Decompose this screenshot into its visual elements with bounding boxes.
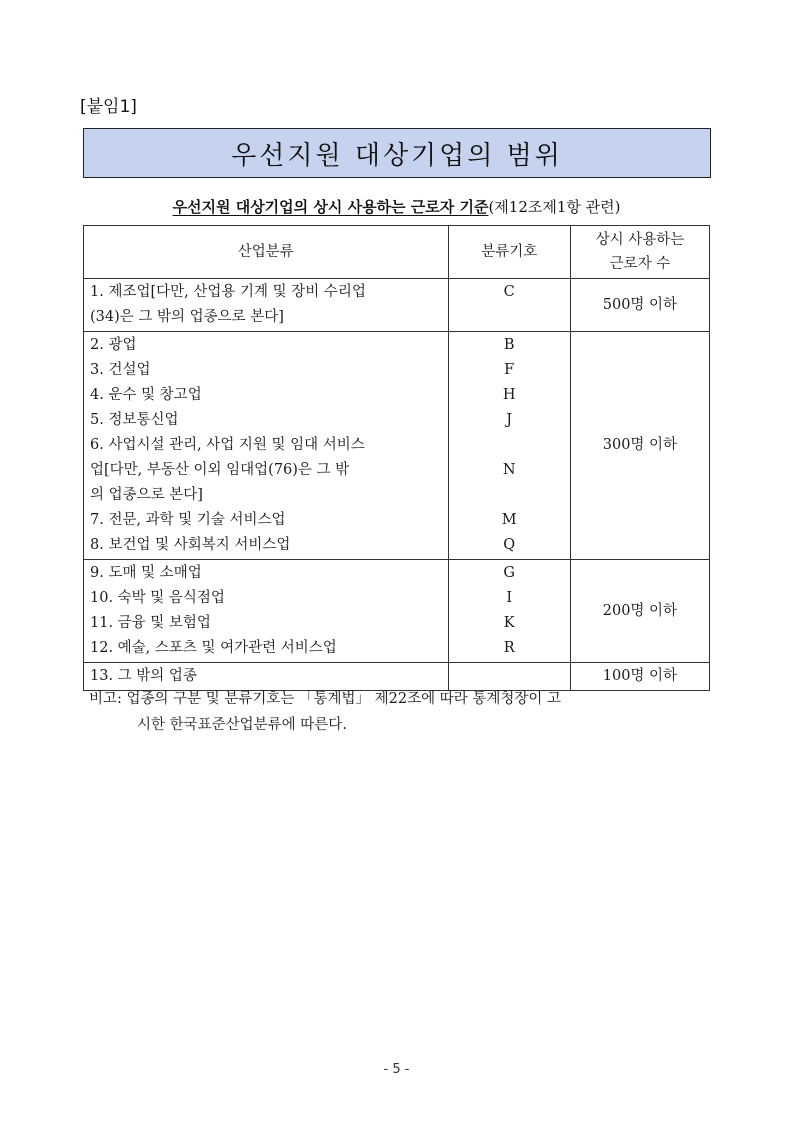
industry-line: 의 업종으로 본다]	[90, 487, 203, 503]
header-workers	[570, 226, 709, 279]
industry-line: 4. 운수 및 창고업	[90, 387, 202, 403]
table-caption-reference: (제12조제1항 관련)	[488, 198, 621, 216]
industry-line: 13. 그 밖의 업종	[90, 668, 197, 684]
page-number: - 5 -	[383, 1062, 410, 1077]
table-header-row	[84, 226, 710, 279]
code-line	[449, 483, 570, 508]
document-title: 우선지원 대상기업의 범위	[231, 140, 563, 171]
code-line: J	[506, 412, 513, 428]
header-workers-line2: 근로자 수	[609, 256, 671, 272]
table-row	[84, 560, 710, 663]
industry-line: 6. 사업시설 관리, 사업 지원 및 임대 서비스	[90, 437, 365, 453]
code-line: I	[506, 590, 513, 606]
code-line: R	[503, 640, 515, 656]
worker-count-cell: 500명 이하	[570, 279, 709, 332]
header-industry: 산업분류	[84, 226, 449, 279]
remark-note	[89, 686, 709, 738]
industry-cell	[84, 560, 449, 663]
table-caption	[0, 196, 793, 217]
industry-line: 8. 보건업 및 사회복지 서비스업	[90, 537, 291, 553]
code-cell	[448, 332, 570, 560]
industry-line: 3. 건설업	[90, 362, 151, 378]
enterprise-criteria-table	[83, 225, 710, 691]
table-caption-main: 우선지원 대상기업의 상시 사용하는 근로자 기준	[172, 198, 489, 216]
header-code: 분류기호	[448, 226, 570, 279]
industry-line: 11. 금융 및 보험업	[90, 615, 211, 631]
code-line: N	[502, 462, 516, 478]
code-line: B	[503, 337, 515, 353]
attachment-label: [붙임1]	[80, 97, 137, 117]
code-cell	[448, 560, 570, 663]
industry-line: 10. 숙박 및 음식점업	[90, 590, 225, 606]
title-box	[83, 128, 711, 178]
industry-line: 5. 정보통신업	[90, 412, 179, 428]
industry-line: (34)은 그 밖의 업종으로 본다]	[90, 309, 284, 325]
header-workers-line1: 상시 사용하는	[595, 232, 685, 248]
industry-line: 2. 광업	[90, 337, 137, 353]
worker-count-cell: 200명 이하	[570, 560, 709, 663]
code-line: C	[503, 284, 515, 300]
industry-cell	[84, 279, 449, 332]
code-line: Q	[503, 537, 516, 553]
industry-line: 7. 전문, 과학 및 기술 서비스업	[90, 512, 286, 528]
industry-line: 12. 예술, 스포츠 및 여가관련 서비스업	[90, 640, 337, 656]
code-line: H	[502, 387, 516, 403]
industry-line: 9. 도매 및 소매업	[90, 565, 202, 581]
industry-line: 1. 제조업[다만, 산업용 기계 및 장비 수리업	[90, 284, 366, 300]
worker-count-cell: 100명 이하	[570, 663, 709, 691]
remark-line-1: 비고: 업종의 구분 및 분류기호는 「통계법」 제22조에 따라 통계청장이 고	[89, 691, 562, 707]
code-cell	[448, 279, 570, 332]
industry-cell	[84, 332, 449, 560]
industry-line: 업[다만, 부동산 이외 임대업(76)은 그 밖	[90, 462, 350, 478]
code-line: M	[501, 512, 517, 528]
remark-line-2: 시한 한국표준산업분류에 따른다.	[137, 717, 347, 733]
code-line	[449, 433, 570, 458]
code-line: K	[503, 615, 515, 631]
table-row	[84, 332, 710, 560]
code-line: F	[504, 362, 515, 378]
worker-count-cell: 300명 이하	[570, 332, 709, 560]
code-line: G	[503, 565, 515, 581]
table-row	[84, 279, 710, 332]
